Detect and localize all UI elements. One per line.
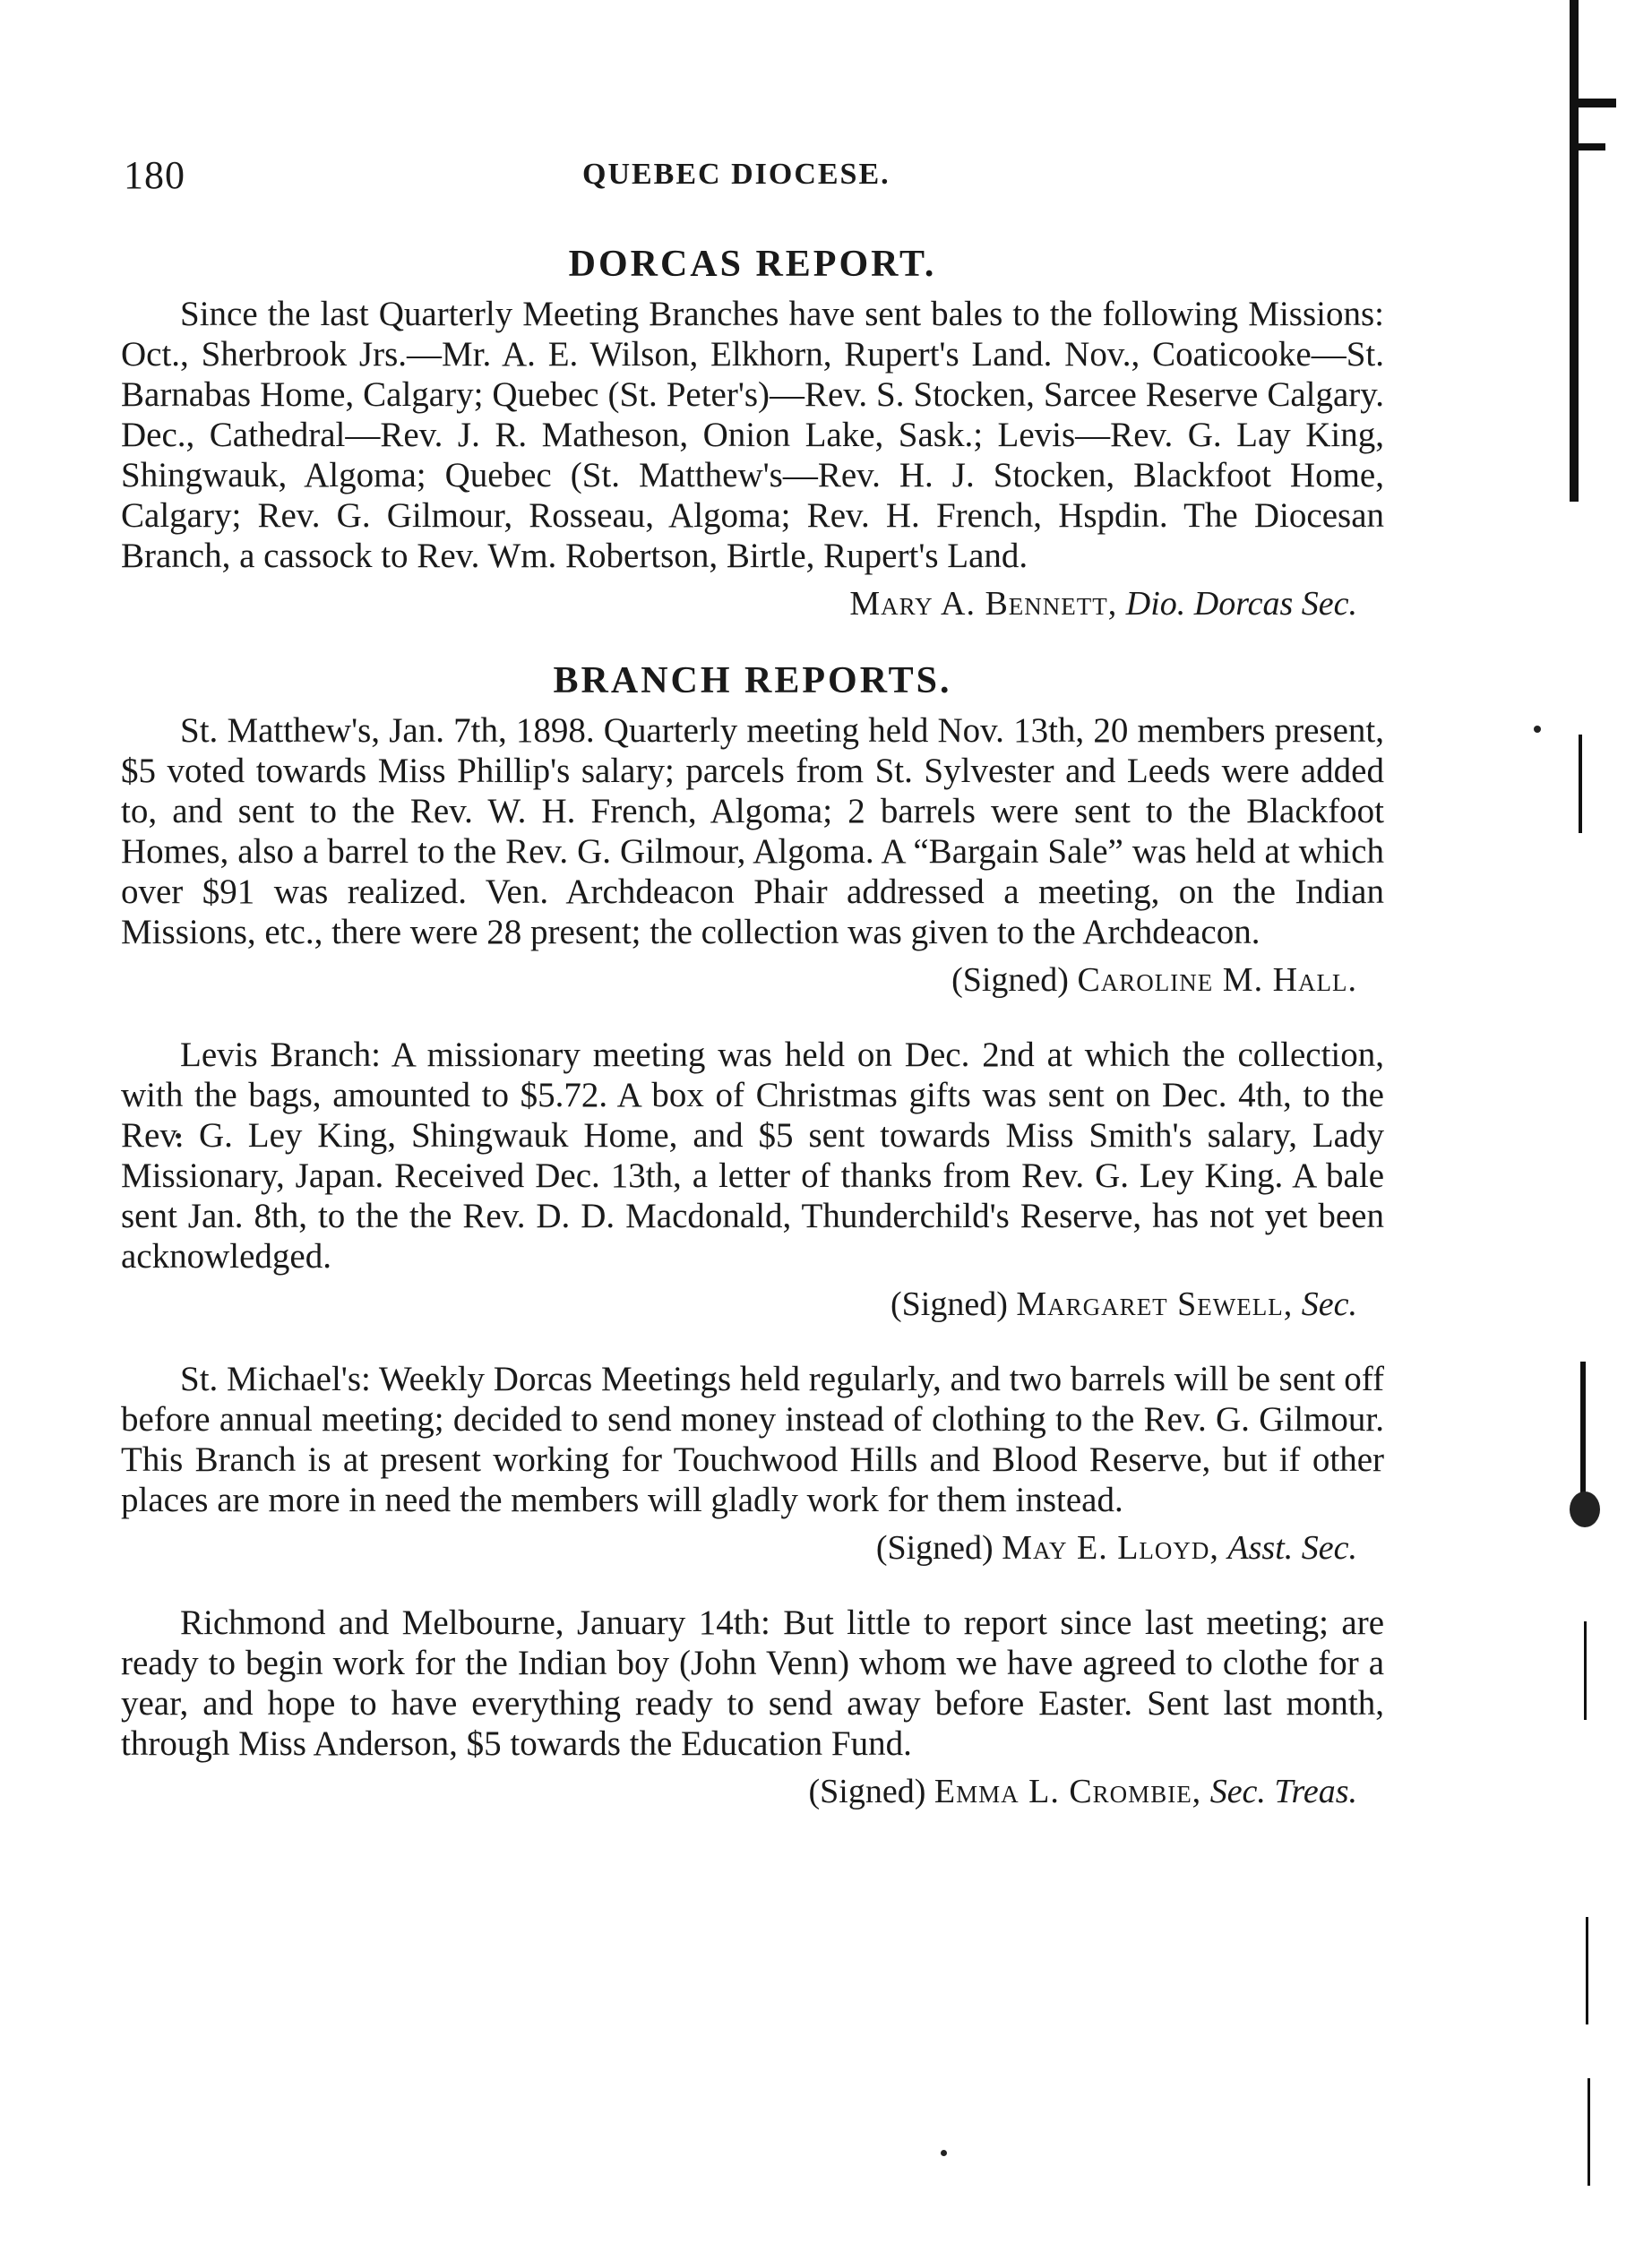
branch-report-richmond-melbourne bbox=[121, 1603, 1384, 1814]
signed-label: (Signed) bbox=[875, 1529, 994, 1567]
signed-label: (Signed) bbox=[951, 961, 1069, 999]
binding-edge-mark bbox=[1570, 0, 1579, 502]
branch-report-st-michaels bbox=[121, 1359, 1384, 1570]
signature-title: Sec. bbox=[1301, 1285, 1357, 1323]
binding-edge-mark bbox=[1570, 143, 1605, 150]
signature-name: Emma L. Crombie, bbox=[934, 1773, 1202, 1810]
signature-title: Asst. Sec. bbox=[1227, 1529, 1357, 1567]
binding-edge-mark bbox=[1586, 1917, 1588, 2024]
signature-name: Margaret Sewell, bbox=[1016, 1285, 1294, 1323]
binding-edge-mark bbox=[1584, 1621, 1587, 1720]
dorcas-report-section bbox=[121, 242, 1384, 626]
page-body bbox=[121, 242, 1384, 1846]
section-heading-branch: BRANCH REPORTS. bbox=[553, 660, 952, 701]
branch-report-levis bbox=[121, 1035, 1384, 1327]
section-heading-dorcas: DORCAS REPORT. bbox=[568, 244, 937, 285]
signature-title: Dio. Dorcas Sec. bbox=[1125, 585, 1357, 623]
binding-edge-mark bbox=[1587, 2078, 1590, 2186]
binding-edge-mark bbox=[1570, 99, 1616, 107]
report-paragraph: Levis Branch: A missionary meeting was held on Dec. 2nd at which the collection, with the bags, amounted to $5.72. A box of Christmas gifts was sent on Dec. 4th, to the Rev. G. Ley King, Shingwauk Home, and $5 sent towards Miss Smith's salary, Lady Missionary, Japan. Received Dec. 13th, a letter of thanks from Rev. G. Ley King. A bale sent Jan. 8th, to the the Rev. D. D. Macdonald, Thunderchild's Reserve, has not yet been acknowledged. bbox=[121, 1036, 1384, 1276]
page-number: 180 bbox=[124, 153, 185, 197]
branch-report-st-matthews bbox=[121, 710, 1384, 1002]
signed-label: (Signed) bbox=[891, 1285, 1008, 1323]
signature-title: Sec. Treas. bbox=[1209, 1773, 1357, 1810]
dust-speck bbox=[941, 2150, 947, 2156]
binding-edge-mark bbox=[1579, 735, 1582, 833]
signature-name: Mary A. Bennett, bbox=[849, 585, 1118, 623]
report-signature bbox=[121, 1769, 1357, 1814]
report-paragraph: St. Michael's: Weekly Dorcas Meetings held regularly, and two barrels will be sent off before annual meeting; decided to send money instead of clothing to the Rev. G. Gilmour. This Branch is at present working for Touchwood Hills and Blood Reserve, but if other places are more in need the members will gladly work for them instead. bbox=[121, 1360, 1384, 1519]
report-paragraph: St. Matthew's, Jan. 7th, 1898. Quarterly meeting held Nov. 13th, 20 members present, $5 voted towards Miss Phillip's salary; parcels from St. Sylvester and Leeds were added to, and sent to the Rev. W. H. French, Algoma; 2 barrels were sent to the Blackfoot Homes, also a barrel to the Rev. G. Gilmour, Algoma. A “Bargain Sale” was held at which over $91 was realized. Ven. Archdeacon Phair addressed a meeting, on the Indian Missions, etc., there were 28 present; the collection was given to the Archdeacon. bbox=[121, 711, 1384, 951]
binding-edge-blot bbox=[1570, 1491, 1600, 1527]
page-header bbox=[116, 152, 1389, 206]
signature-name: Caroline M. Hall. bbox=[1077, 961, 1357, 999]
signature-name: May E. Lloyd, bbox=[1002, 1529, 1219, 1567]
branch-reports-section bbox=[121, 658, 1384, 1814]
dorcas-report-paragraph: Since the last Quarterly Meeting Branches have sent bales to the following Missions: Oct., Sherbrook Jrs.—Mr. A. E. Wilson, Elkhorn, Rupert's Land. Nov., Coaticooke—St. Barnabas Home, Calgary; Quebec (St. Peter's)—Rev. S. Stocken, Sarcee Reserve Calgary. Dec., Cathedral—Rev. J. R. Matheson, Onion Lake, Sask.; Levis—Rev. G. Lay King, Shingwauk, Algoma; Quebec (St. Matthew's—Rev. H. J. Stocken, Blackfoot Home, Calgary; Rev. G. Gilmour, Rosseau, Algoma; Rev. H. French, Hspdin. The Diocesan Branch, a cassock to Rev. Wm. Robertson, Birtle, Rupert's Land. bbox=[121, 295, 1384, 575]
dust-speck bbox=[1534, 726, 1541, 733]
signed-label: (Signed) bbox=[808, 1773, 926, 1810]
report-signature bbox=[121, 1282, 1357, 1327]
report-signature bbox=[121, 958, 1357, 1002]
report-paragraph: Richmond and Melbourne, January 14th: But little to report since last meeting; are ready to begin work for the Indian boy (John Venn) whom we have agreed to clothe for a year, and hope to have everything ready to send away before Easter. Sent last month, through Miss Anderson, $5 towards the Education Fund. bbox=[121, 1603, 1384, 1763]
dorcas-signature bbox=[121, 581, 1357, 626]
report-signature bbox=[121, 1526, 1357, 1570]
running-head: QUEBEC DIOCESE. bbox=[582, 158, 891, 191]
